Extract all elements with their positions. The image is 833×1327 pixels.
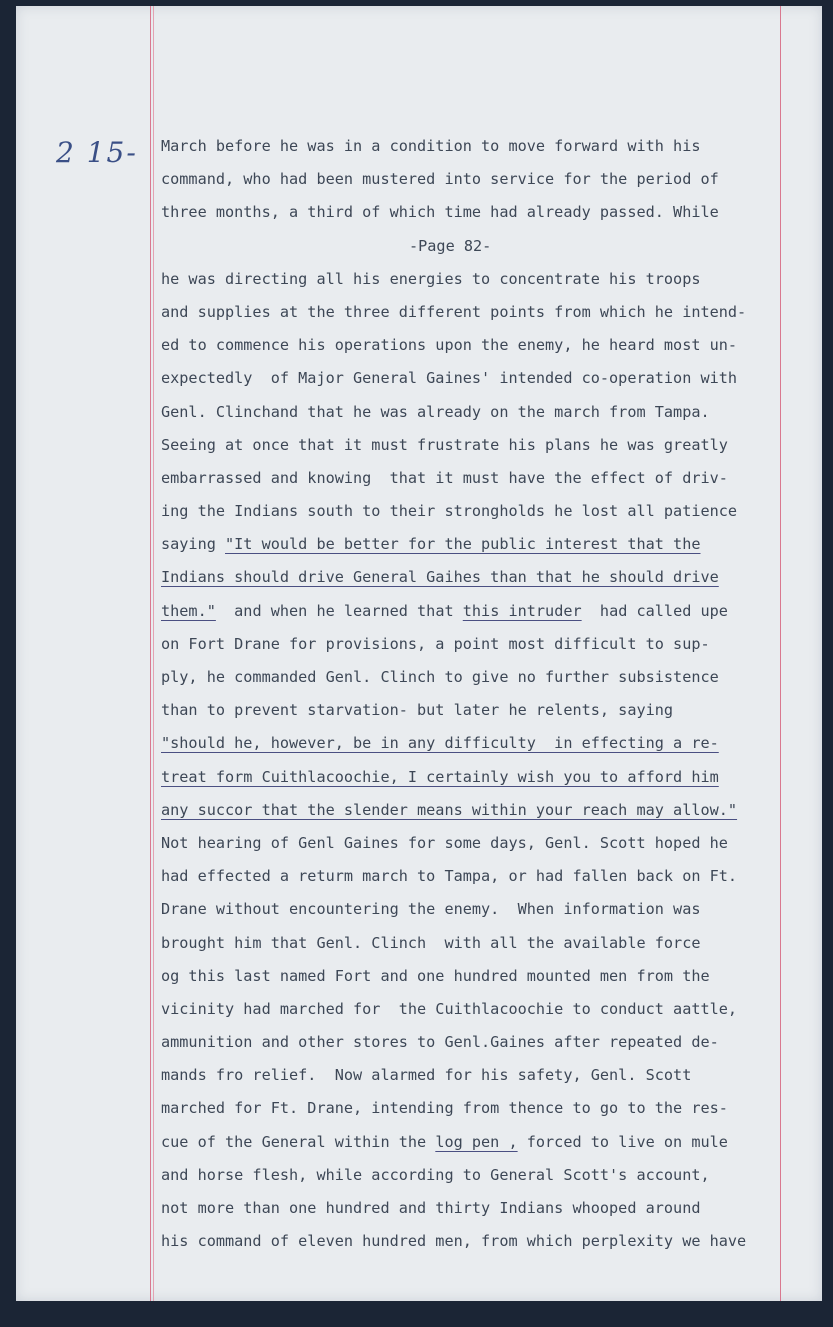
text-segment: Not hearing of Genl Gaines for some days, Genl. Scott hoped he [161,833,728,852]
text-line [161,1126,821,1159]
text-line [161,727,821,760]
text-line [161,561,821,594]
text-segment: ply, he commanded Genl. Clinch to give no further subsistence [161,668,719,686]
text-segment: three months, a third of which time had already passed. While [161,203,719,222]
left-margin-rule-secondary [153,6,154,1301]
underlined-text: any succor that the slender means within your reach may allow." [161,800,738,819]
typed-text-body [161,130,821,1258]
text-segment: og this last named Fort and one hundred mounted men from the [161,966,710,985]
text-line [161,761,821,794]
text-line [161,1092,821,1125]
text-line [161,495,821,528]
text-line [161,1192,821,1225]
text-line [161,163,821,196]
text-segment: cue of the General within the [161,1132,436,1151]
text-line [161,528,821,561]
text-segment: not more than one hundred and thirty Indians whooped around [161,1199,701,1217]
text-segment: saying [161,535,226,554]
text-line [161,1225,821,1258]
text-line [161,927,821,960]
text-line [161,462,821,495]
text-segment: March before he was in a condition to move forward with his [161,137,701,155]
text-segment: forced to live on mule [517,1132,728,1151]
text-line [161,794,821,827]
text-segment: expectedly of Major General Gaines' intended co-operation with [161,369,738,388]
text-segment: he was directing all his energies to concentrate his troops [161,269,701,288]
text-line [161,628,821,661]
underlined-text: "It would be better for the public interest that the [225,535,701,554]
text-line [161,130,821,163]
typed-page [16,6,822,1301]
text-segment: brought him that Genl. Clinch with all the available force [161,933,701,952]
text-segment: ammunition and other stores to Genl.Gaines after repeated de- [161,1033,719,1052]
text-segment: ing the Indians south to their strongholds he lost all patience [161,502,738,521]
text-segment: command, who had been mustered into service for the period of [161,170,719,189]
text-line [161,960,821,993]
underlined-text: this intruder [462,601,582,620]
text-segment: and supplies at the three different points from which he intend- [161,302,747,321]
text-line [161,296,821,329]
underlined-text: treat form Cuithlacoochie, I certainly wish you to afford him [161,767,719,786]
text-segment: had called upe [581,601,728,620]
text-segment: and when he learned that [215,601,463,620]
handwritten-page-number: 2 15- [56,136,138,169]
text-segment: on Fort Drane for provisions, a point most difficult to sup- [161,634,710,653]
text-segment: and horse flesh, while according to General Scott's account, [161,1165,710,1184]
text-line [161,993,821,1026]
text-segment: vicinity had marched for the Cuithlacoochie to conduct aattle, [161,999,738,1018]
text-line [161,396,821,429]
page-marker-line [161,230,821,263]
text-segment: Genl. Clinchand that he was already on the march from Tampa. [161,402,710,421]
text-segment: embarrassed and knowing that it must have the effect of driv- [161,468,728,487]
underlined-text: "should he, however, be in any difficulty in effecting a re- [161,734,719,753]
text-line [161,1159,821,1192]
left-margin-rule [150,6,151,1301]
underlined-text: them." [161,601,216,620]
text-line [161,595,821,628]
text-segment: -Page 82- [409,236,492,255]
text-line [161,329,821,362]
text-line [161,860,821,893]
text-line [161,196,821,229]
text-line [161,362,821,395]
text-segment: Drane without encountering the enemy. When information was [161,900,701,919]
text-segment: marched for Ft. Drane, intending from thence to go to the res- [161,1099,728,1118]
text-line [161,893,821,926]
text-line [161,827,821,860]
text-segment: had effected a returm march to Tampa, or had fallen back on Ft. [161,867,738,886]
text-line [161,661,821,694]
text-line [161,694,821,727]
text-segment: his command of eleven hundred men, from which perplexity we have [161,1232,747,1251]
text-line [161,429,821,462]
text-segment: mands fro relief. Now alarmed for his safety, Genl. Scott [161,1066,692,1085]
text-line [161,263,821,296]
text-line [161,1026,821,1059]
underlined-text: log pen , [435,1132,518,1151]
text-segment: Seeing at once that it must frustrate his plans he was greatly [161,435,728,454]
text-segment: ed to commence his operations upon the enemy, he heard most un- [161,336,738,355]
text-line [161,1059,821,1092]
underlined-text: Indians should drive General Gaihes than that he should drive [161,568,719,587]
text-segment: than to prevent starvation- but later he relents, saying [161,701,674,720]
